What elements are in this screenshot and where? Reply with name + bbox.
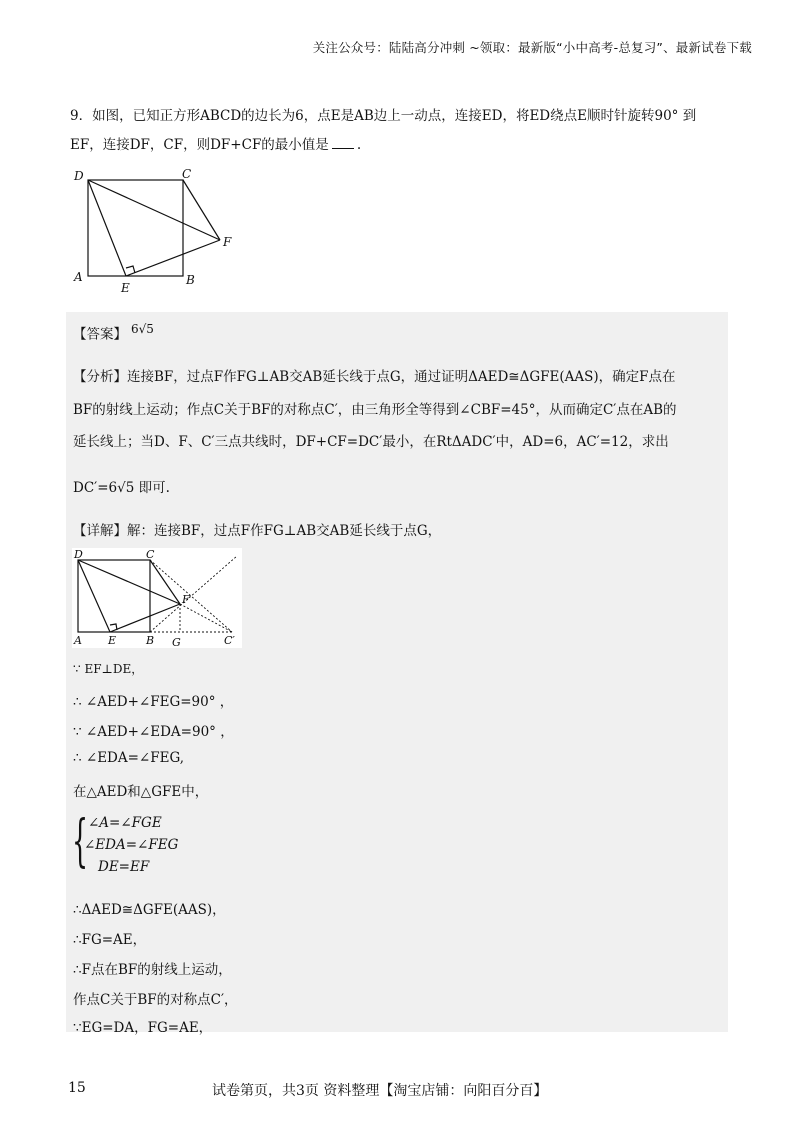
label-a: A [74, 270, 83, 284]
answer-value: 6√5 [131, 322, 154, 336]
label-c: C [146, 548, 155, 561]
label-g: G [172, 636, 181, 648]
label-c: C [182, 168, 192, 181]
analysis-line-1: 【分析】连接BF，过点F作FG⊥AB交AB延长线于点G，通过证明ΔAED≅ΔGFE(AAS)，确定F点在 [73, 369, 676, 385]
step-2: ∴ ∠AED+∠FEG=90° ， [73, 694, 234, 710]
label-e: E [121, 281, 130, 295]
analysis-line-4: DC′=6√5 即可. [73, 480, 170, 496]
question-9 [70, 102, 730, 160]
question-line-1: 9．如图，已知正方形ABCD的边长为6，点E是AB边上一动点，连接ED，将ED绕点E顺时针旋转90° 到 [70, 108, 697, 124]
step-6: ∴ΔAED≅ΔGFE(AAS)， [73, 902, 226, 918]
label-b: B [186, 273, 195, 287]
label-a: A [74, 634, 82, 647]
label-f: F [223, 235, 232, 249]
system-brace: { [72, 809, 89, 874]
detail-line-1: 【详解】解：连接BF，过点F作FG⊥AB交AB延长线于点G， [73, 523, 442, 539]
system-line-2: ∠EDA=∠FEG [84, 837, 179, 853]
step-4: ∴ ∠EDA=∠FEG, [73, 750, 185, 766]
answer-row: 【答案】 6√5 [73, 322, 154, 343]
page-number: 15 [68, 1080, 86, 1096]
label-e: E [108, 634, 117, 647]
label-c-prime: C′ [224, 634, 235, 647]
solution-panel [66, 312, 728, 1032]
step-5: 在△AED和△GFE中， [73, 784, 209, 800]
label-f: F [182, 593, 190, 606]
square-figure [70, 168, 250, 298]
step-1: ∵ EF⊥DE， [73, 662, 144, 676]
system-line-3: DE=EF [98, 859, 150, 875]
step-3: ∵ ∠AED+∠EDA=90° ， [73, 724, 234, 740]
extended-figure [72, 548, 242, 648]
step-9: 作点C关于BF的对称点C′， [73, 992, 238, 1008]
step-7: ∴FG=AE， [73, 932, 147, 948]
label-d: D [74, 169, 84, 183]
step-8: ∴F点在BF的射线上运动， [73, 962, 232, 978]
question-line-2: EF，连接DF，CF，则DF+CF的最小值是 . [70, 137, 362, 153]
label-d: D [74, 548, 83, 561]
step-10: ∵EG=DA，FG=AE， [73, 1020, 213, 1036]
label-b: B [146, 634, 155, 647]
analysis-line-2: BF的射线上运动；作点C关于BF的对称点C′，由三角形全等得到∠CBF=45°，从而确定C′点在AB的 [73, 402, 677, 418]
analysis-line-3: 延长线上；当D、F、C′三点共线时，DF+CF=DC′最小，在RtΔADC′中，AD=6，AC′=12，求出 [73, 434, 669, 450]
system-line-1: ∠A=∠FGE [88, 815, 162, 831]
footer-text: 试卷第页，共3页 资料整理【淘宝店铺：向阳百分百】 [212, 1083, 548, 1099]
answer-blank [332, 136, 354, 149]
page-header: 关注公众号：陆陆高分冲刺 ~领取：最新版“小中高考-总复习”、最新试卷下载 [312, 40, 752, 55]
